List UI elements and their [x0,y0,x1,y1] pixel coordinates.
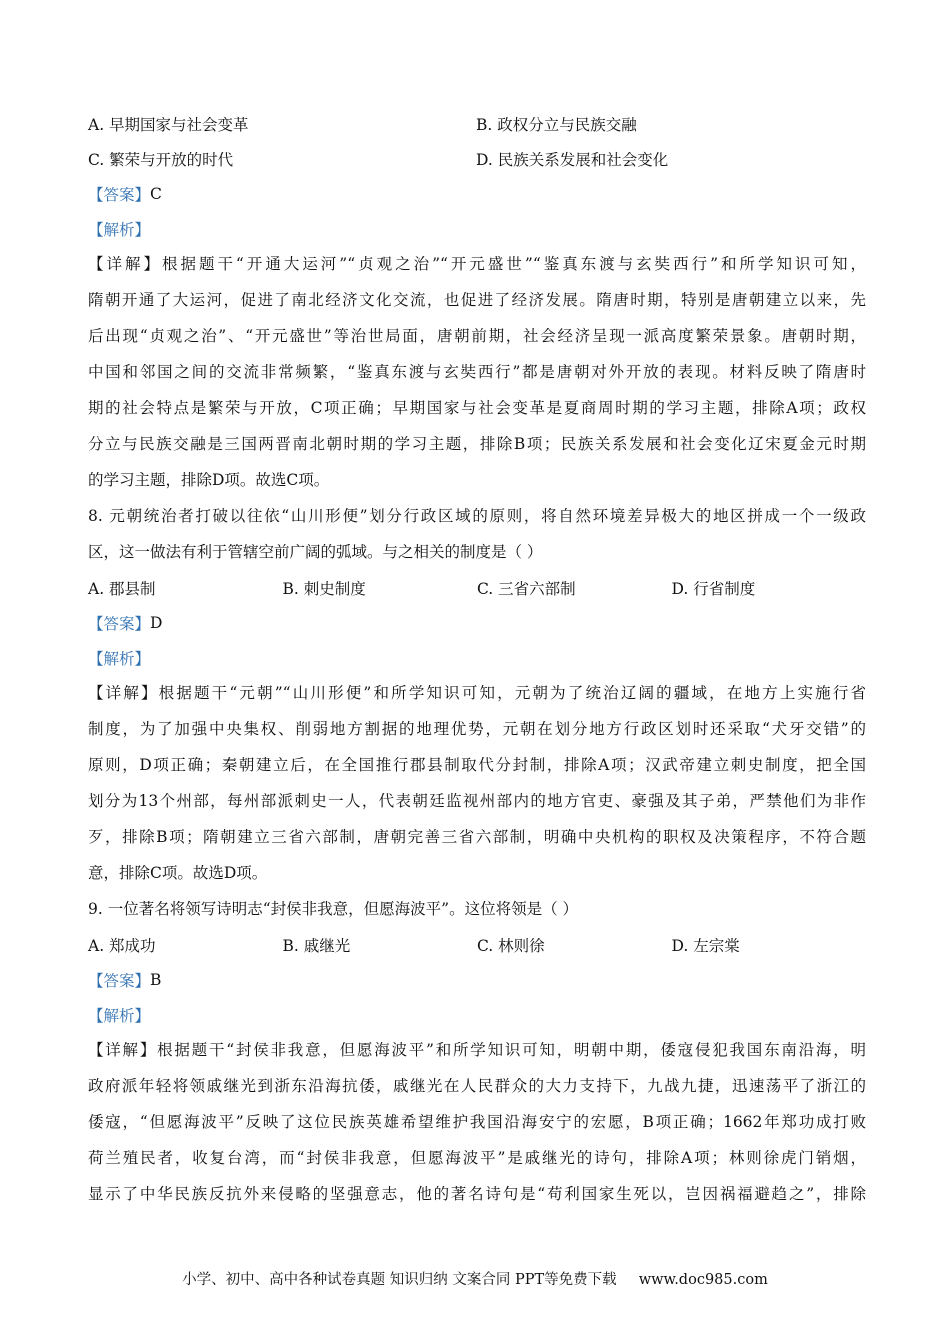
detail-line: 原则，D项正确；秦朝建立后，在全国推行郡县制取代分封制，排除A项；汉武帝建立刺史制度，把全国 [88,756,866,774]
answer-value: D [150,613,163,632]
q7-options-row-2 [88,141,866,176]
detail-line: 隋朝开通了大运河，促进了南北经济文化交流，也促进了经济发展。隋唐时期，特别是唐朝建立以来，先 [88,291,866,309]
q9-option-b: B. 戚继光 [282,936,351,955]
q8-stem [88,498,866,570]
q8-option-b: B. 刺史制度 [282,579,366,598]
detail-line: 的学习主题，排除D项。故选C项。 [88,471,330,489]
detail-line: 分立与民族交融是三国两晋南北朝时期的学习主题，排除B项；民族关系发展和社会变化辽宋夏金元时期 [88,435,866,453]
stem-line: 区，这一做法有利于管辖空前广阔的弧域。与之相关的制度是（ ） [88,543,543,561]
document-page [88,106,866,1212]
detail-line: 歹，排除B项；隋朝建立三省六部制，唐朝完善三省六部制，明确中央机构的职权及决策程序，不符合题 [88,828,866,846]
detail-line: 政府派年轻将领戚继光到浙东沿海抗倭，戚继光在人民群众的大力支持下，九战九捷，迅速荡平了浙江的 [88,1077,866,1095]
q8-option-d: D. 行省制度 [671,579,756,598]
q7-detail [88,246,866,498]
answer-tag: 【答案】 [88,614,151,633]
detail-line: 荷兰殖民者，收复台湾，而“封侯非我意，但愿海波平”是戚继光的诗句，排除A项；林则徐虎门销烟， [88,1149,866,1167]
q9-option-c: C. 林则徐 [477,936,545,955]
detail-line: 中国和邻国之间的交流非常频繁，“鉴真东渡与玄奘西行”都是唐朝对外开放的表现。材料反映了隋唐时 [88,363,866,381]
q7-analysis [88,211,866,246]
detail-line: 后出现“贞观之治”、“开元盛世”等治世局面，唐朝前期，社会经济呈现一派高度繁荣景象。唐朝时期， [88,327,866,345]
q7-option-d: D. 民族关系发展和社会变化 [476,150,669,169]
q7-answer [88,176,866,211]
q9-analysis [88,997,866,1032]
q8-analysis [88,640,866,675]
q8-options [88,570,866,605]
q8-option-c: C. 三省六部制 [477,579,576,598]
q8-detail [88,675,866,891]
q9-option-a: A. 郑成功 [88,936,156,955]
page-footer [0,1268,950,1289]
q9-option-d: D. 左宗棠 [671,936,740,955]
answer-tag: 【答案】 [88,185,151,204]
q7-option-c: C. 繁荣与开放的时代 [88,150,234,169]
detail-tag: 【详解】 [88,1041,158,1059]
q7-option-a: A. 早期国家与社会变革 [88,115,249,134]
analysis-tag: 【解析】 [88,649,151,668]
q8-option-a: A. 郡县制 [88,579,156,598]
detail-line: 根据题干“封侯非我意，但愿海波平”和所学知识可知，明朝中期，倭寇侵犯我国东南沿海，明 [157,1041,866,1059]
q9-answer [88,962,866,997]
analysis-tag: 【解析】 [88,1006,151,1025]
detail-line: 根据题干“开通大运河”“贞观之治”“开元盛世”“鉴真东渡与玄奘西行”和所学知识可知， [161,255,866,273]
q9-stem: 9. 一位著名将领写诗明志“封侯非我意，但愿海波平”。这位将领是（ ） [88,900,578,918]
footer-site-link[interactable]: www.doc985.com [638,1272,768,1288]
stem-line: 8. 元朝统治者打破以往依“山川形便”划分行政区域的原则，将自然环境差异极大的地区拼成一个一级政 [88,507,866,525]
detail-tag: 【详解】 [88,684,159,702]
answer-tag: 【答案】 [88,971,151,990]
detail-line: 意，排除C项。故选D项。 [88,864,268,882]
detail-line: 倭寇，“但愿海波平”反映了这位民族英雄希望维护我国沿海安宁的宏愿，B项正确；1662年郑功成打败 [88,1113,866,1131]
analysis-tag: 【解析】 [88,220,151,239]
detail-line: 根据题干“元朝”“山川形便”和所学知识可知，元朝为了统治辽阔的疆域，在地方上实施行省 [158,684,866,702]
detail-line: 划分为13个州部，每州部派刺史一人，代表朝廷监视州部内的地方官吏、豪强及其子弟，严禁他们为非作 [88,792,866,810]
answer-value: B [150,970,162,989]
detail-line: 显示了中华民族反抗外来侵略的坚强意志，他的著名诗句是“苟利国家生死以，岂因祸福避趋之”，排除 [88,1185,866,1203]
footer-text: 小学、初中、高中各种试卷真题 知识归纳 文案合同 PPT等免费下载 [182,1272,617,1288]
q7-options-row-1 [88,106,866,141]
q9-options [88,927,866,962]
detail-line: 制度，为了加强中央集权、削弱地方割据的地理优势，元朝在划分地方行政区划时还采取“犬牙交错”的 [88,720,866,738]
q7-option-b: B. 政权分立与民族交融 [476,115,637,134]
q9-detail [88,1032,866,1212]
answer-value: C [150,184,162,203]
q8-answer [88,605,866,640]
detail-line: 期的社会特点是繁荣与开放，C项正确；早期国家与社会变革是夏商周时期的学习主题，排除A项；政权 [88,399,866,417]
detail-tag: 【详解】 [88,255,162,273]
